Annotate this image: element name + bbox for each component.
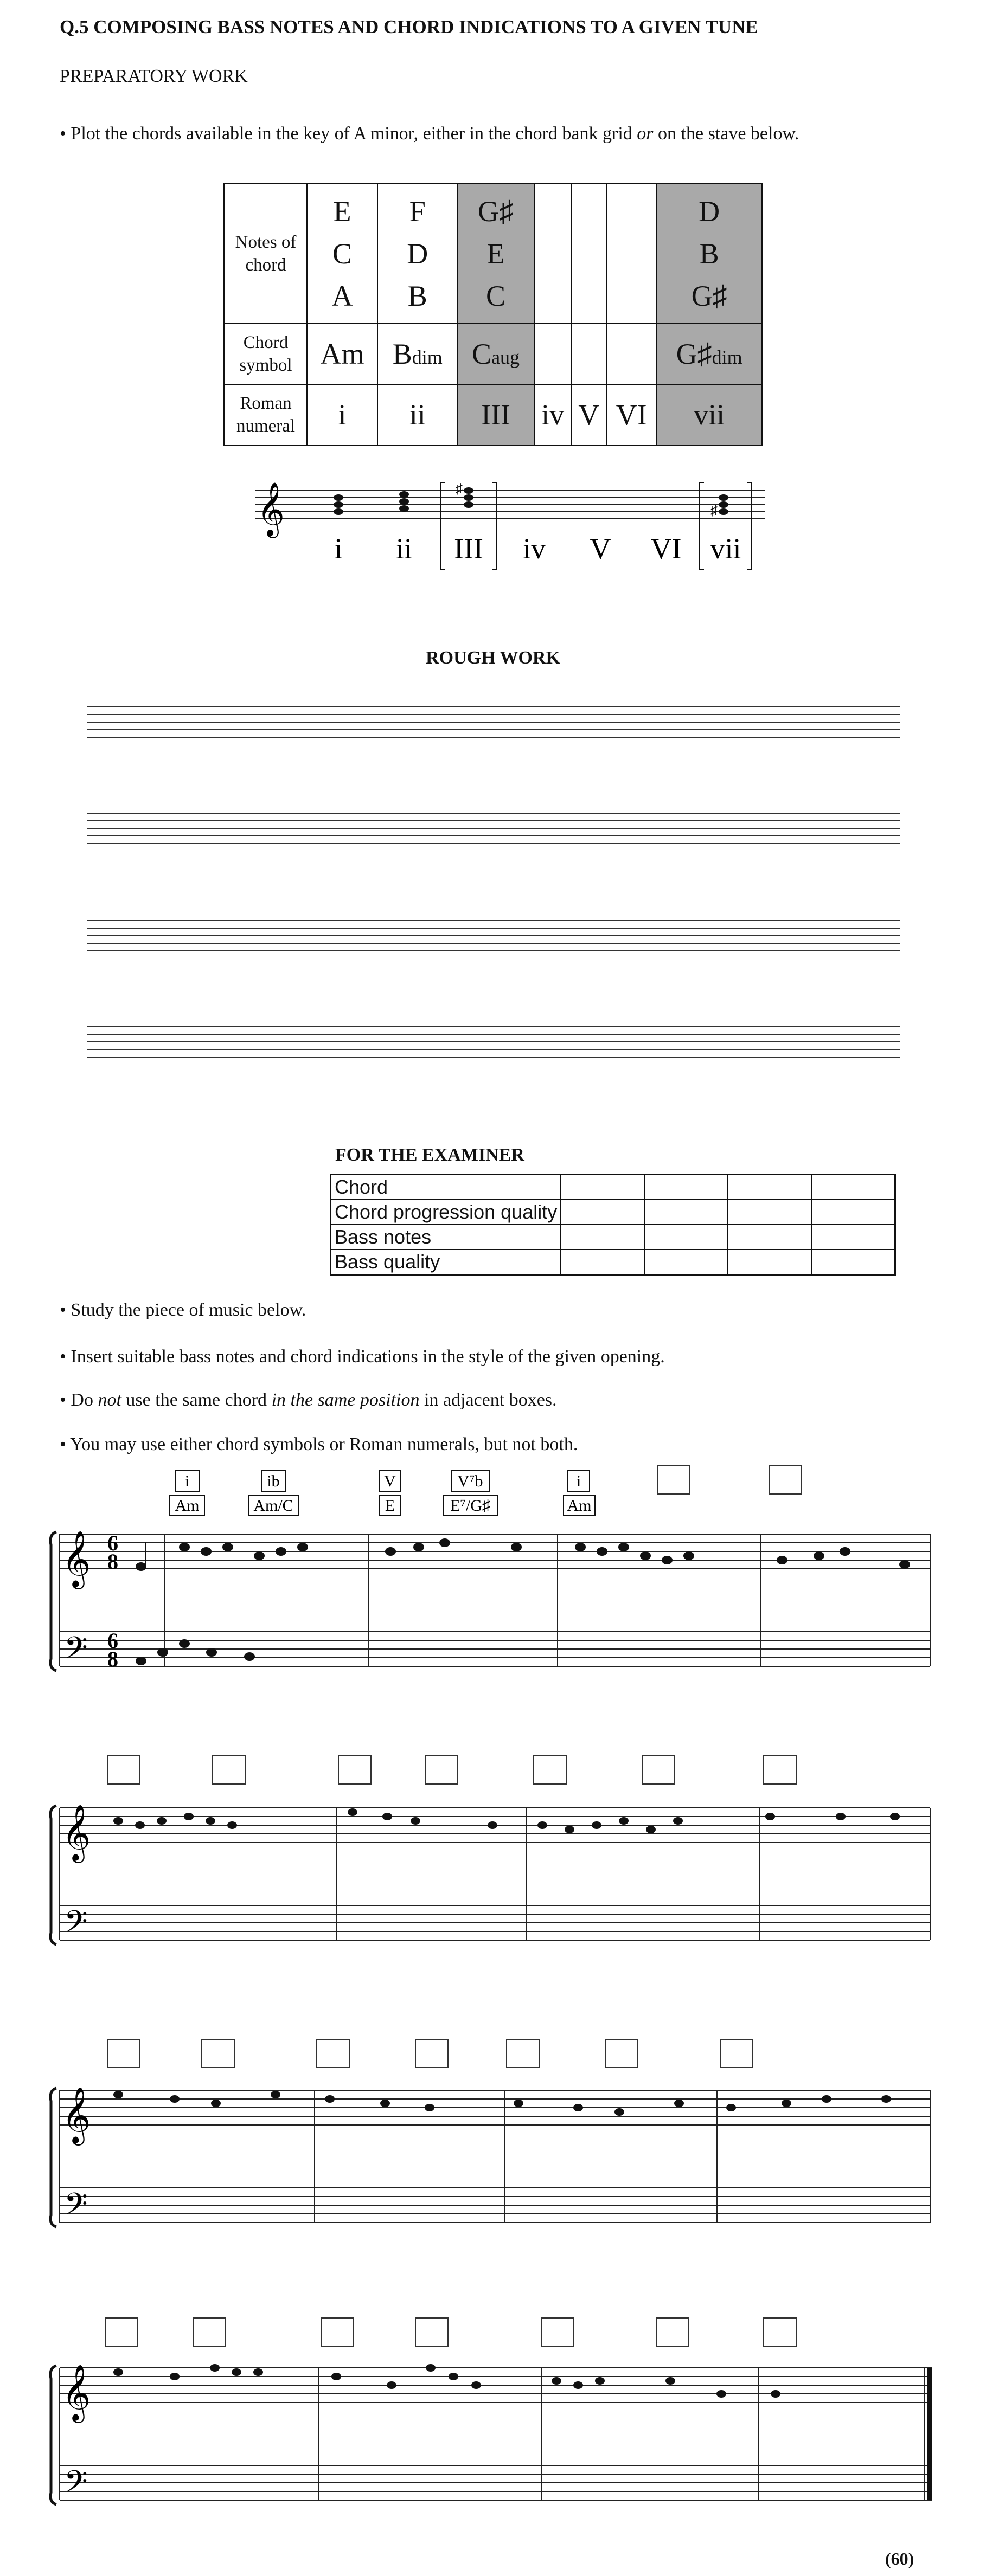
- roman-numeral-cell: V: [572, 384, 606, 446]
- chord-answer-box[interactable]: [193, 2318, 226, 2346]
- system-brace: [50, 1532, 56, 1671]
- examiner-row-label: Chord: [331, 1175, 561, 1200]
- roman-numeral-cell: ii: [377, 384, 457, 446]
- chord-symbol-cell[interactable]: G♯dim: [656, 324, 762, 384]
- rough-work-heading: ROUGH WORK: [426, 648, 560, 668]
- stave-numeral: V: [590, 532, 611, 565]
- time-signature-bottom: 8: [107, 1549, 118, 1574]
- chord-answer-box[interactable]: [107, 2039, 140, 2068]
- preparatory-work-heading: PREPARATORY WORK: [60, 66, 248, 86]
- bass-clef-icon: 𝄢: [64, 2187, 88, 2229]
- chord-symbol-cell[interactable]: [572, 324, 606, 384]
- given-chord-roman: i: [576, 1472, 581, 1490]
- chord-i-noteheads: [334, 494, 343, 515]
- treble-clef-icon: 𝄞: [62, 1806, 91, 1860]
- notes-of-chord-label: Notes of chord: [225, 184, 308, 324]
- adjacent-instruction: • Do not use the same chord in the same position in adjacent boxes.: [60, 1390, 557, 1410]
- given-chord-symbol: Am/C: [253, 1497, 293, 1515]
- chord-notes-cell[interactable]: [606, 184, 656, 324]
- final-barline: [927, 2368, 932, 2500]
- music-system-1: [49, 1464, 938, 1708]
- treble-clef-icon: 𝄞: [257, 483, 285, 535]
- chord-answer-box[interactable]: [541, 2318, 574, 2346]
- stave-numeral: III: [454, 532, 483, 565]
- stave-numeral: iv: [522, 532, 546, 565]
- treble-clef-icon: 𝄞: [62, 2089, 91, 2142]
- given-chord-symbol: Am: [175, 1497, 200, 1515]
- roman-numeral-cell: VI: [606, 384, 656, 446]
- examiner-row-label: Chord progression quality: [331, 1200, 561, 1225]
- chord-answer-box[interactable]: [764, 2318, 796, 2346]
- stave-numeral: VI: [650, 532, 682, 565]
- chord-answer-box[interactable]: [415, 2318, 448, 2346]
- chord-stave[interactable]: [249, 477, 770, 575]
- examiner-row-label: Bass quality: [331, 1250, 561, 1275]
- chord-answer-box[interactable]: [507, 2039, 539, 2068]
- chord-answer-box[interactable]: [605, 2039, 638, 2068]
- chord-answer-box[interactable]: [105, 2318, 138, 2346]
- treble-clef-icon: 𝄞: [62, 1532, 91, 1586]
- chord-notes-cell[interactable]: G♯ E C: [458, 184, 534, 324]
- either-instruction: • You may use either chord symbols or Roman numerals, but not both.: [60, 1434, 578, 1454]
- roman-numeral-label: Roman numeral: [225, 384, 308, 446]
- chord-answer-box[interactable]: [202, 2039, 234, 2068]
- bass-clef-icon: 𝄢: [64, 1631, 88, 1672]
- chord-symbol-cell[interactable]: Bdim: [377, 324, 457, 384]
- svg-text:♯: ♯: [456, 481, 463, 497]
- plot-chords-instruction: • Plot the chords available in the key of A minor, either in the chord bank grid or on the stave below.: [60, 124, 799, 144]
- chord-bank-grid: [223, 183, 763, 446]
- stave-numeral: ii: [395, 532, 413, 565]
- time-signature-top: 6: [107, 1531, 118, 1555]
- bass-clef-icon: 𝄢: [64, 1905, 88, 1946]
- insert-instruction: • Insert suitable bass notes and chord indications in the style of the given opening.: [60, 1347, 665, 1367]
- treble-clef-icon: 𝄞: [62, 2366, 91, 2420]
- chord-answer-box[interactable]: [425, 1756, 458, 1784]
- given-chord-symbol: E: [385, 1497, 395, 1515]
- melody-notes: [136, 1539, 910, 1665]
- total-marks: (60): [885, 2549, 914, 2568]
- chord-answer-box[interactable]: [769, 1466, 802, 1494]
- chord-iii-noteheads: [456, 481, 473, 508]
- music-system-3: [49, 2037, 938, 2243]
- given-chord-roman: V⁷b: [457, 1472, 483, 1490]
- rough-work-staves[interactable]: [84, 705, 903, 1073]
- chord-answer-box[interactable]: [321, 2318, 354, 2346]
- melody-notes: [113, 1808, 900, 1833]
- chord-ii-noteheads: [399, 491, 409, 512]
- chord-answer-box[interactable]: [656, 2318, 689, 2346]
- stave-numeral: vii: [710, 532, 741, 565]
- chord-answer-box[interactable]: [317, 2039, 349, 2068]
- chord-answer-box[interactable]: [107, 1756, 140, 1784]
- system-brace: [50, 2366, 56, 2504]
- given-chord-symbol: Am: [567, 1497, 592, 1515]
- roman-numeral-cell: vii: [656, 384, 762, 446]
- roman-numeral-cell: i: [307, 384, 377, 446]
- chord-symbol-cell[interactable]: Am: [307, 324, 377, 384]
- study-instruction: • Study the piece of music below.: [60, 1300, 306, 1320]
- music-system-2: [49, 1754, 938, 1960]
- time-signature-top: 6: [107, 1628, 118, 1653]
- chord-notes-cell[interactable]: [572, 184, 606, 324]
- melody-notes: [113, 2364, 780, 2398]
- chord-symbol-label: Chord symbol: [225, 324, 308, 384]
- chord-answer-box[interactable]: [213, 1756, 245, 1784]
- examiner-row-label: Bass notes: [331, 1225, 561, 1250]
- given-chord-symbol: E⁷/G♯: [450, 1497, 490, 1515]
- chord-answer-box[interactable]: [657, 1466, 690, 1494]
- examiner-heading: FOR THE EXAMINER: [335, 1145, 524, 1165]
- chord-notes-cell[interactable]: D B G♯: [656, 184, 762, 324]
- bass-clef-icon: 𝄢: [64, 2465, 88, 2506]
- chord-answer-box[interactable]: [642, 1756, 675, 1784]
- question-title: Q.5 COMPOSING BASS NOTES AND CHORD INDICATIONS TO A GIVEN TUNE: [60, 16, 758, 37]
- chord-answer-box[interactable]: [415, 2039, 448, 2068]
- chord-answer-box[interactable]: [338, 1756, 371, 1784]
- chord-notes-cell[interactable]: E C A: [307, 184, 377, 324]
- roman-numeral-cell: III: [458, 384, 534, 446]
- chord-symbol-cell[interactable]: Caug: [458, 324, 534, 384]
- system-brace: [50, 1806, 56, 1944]
- svg-text:♯: ♯: [710, 503, 718, 518]
- chord-notes-cell[interactable]: F D B: [377, 184, 457, 324]
- given-chord-roman: ib: [267, 1472, 280, 1490]
- examiner-table: [330, 1174, 896, 1276]
- given-chord-roman: i: [184, 1472, 190, 1490]
- chord-answer-box[interactable]: [720, 2039, 753, 2068]
- chord-notes-cell[interactable]: [534, 184, 572, 324]
- chord-answer-box[interactable]: [764, 1756, 796, 1784]
- system-brace: [50, 2088, 56, 2227]
- chord-symbol-cell[interactable]: [606, 324, 656, 384]
- roman-numeral-cell: iv: [534, 384, 572, 446]
- stave-numeral: i: [334, 532, 343, 565]
- chord-symbol-cell[interactable]: [534, 324, 572, 384]
- melody-notes: [113, 2091, 891, 2116]
- music-system-4: [49, 2314, 938, 2530]
- chord-answer-box[interactable]: [534, 1756, 566, 1784]
- time-signature-bottom: 8: [107, 1647, 118, 1671]
- given-chord-roman: V: [384, 1472, 396, 1490]
